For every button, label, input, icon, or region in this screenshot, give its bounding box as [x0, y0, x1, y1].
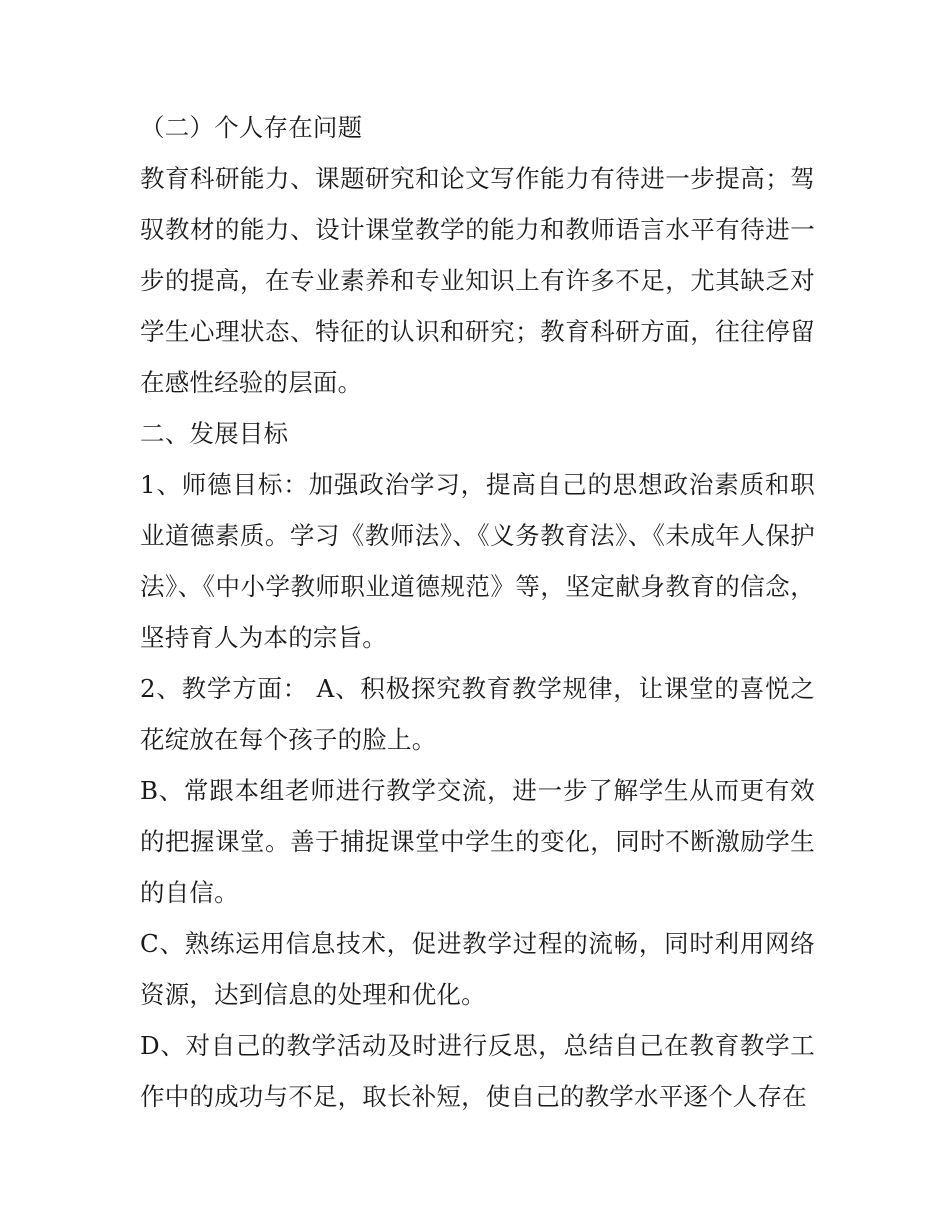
document-body: [140, 102, 815, 1122]
paragraph-teaching-goal-b: B、常跟本组老师进行教学交流，进一步了解学生从而更有效的把握课堂。善于捕捉课堂中学生的变化，同时不断激励学生的自信。: [140, 776, 815, 907]
paragraph-teaching-goal-a: 2、教学方面： A、积极探究教育教学规律，让课堂的喜悦之花绽放在每个孩子的脸上。: [140, 674, 815, 754]
section-heading-development-goals: 二、发展目标: [140, 419, 289, 448]
paragraph-teaching-goal-d: D、对自己的教学活动及时进行反思，总结自己在教育教学工作中的成功与不足，取长补短，使自己的教学水平逐个人存在: [140, 1031, 815, 1111]
section-heading-personal-problems: （二）个人存在问题: [140, 113, 363, 142]
paragraph-teaching-goal-c: C、熟练运用信息技术，促进教学过程的流畅，同时利用网络资源，达到信息的处理和优化。: [140, 929, 815, 1009]
paragraph-ethics-goal: 1、师德目标：加强政治学习，提高自己的思想政治素质和职业道德素质。学习《教师法》、《义务教育法》、《未成年人保护法》、《中小学教师职业道德规范》等，坚定献身教育的信念，坚持育人为本的宗旨。: [140, 470, 815, 652]
paragraph-problems-description: 教育科研能力、课题研究和论文写作能力有待进一步提高；驾驭教材的能力、设计课堂教学的能力和教师语言水平有待进一步的提高，在专业素养和专业知识上有许多不足，尤其缺乏对学生心理状态、特征的认识和研究；教育科研方面，往往停留在感性经验的层面。: [140, 164, 815, 397]
